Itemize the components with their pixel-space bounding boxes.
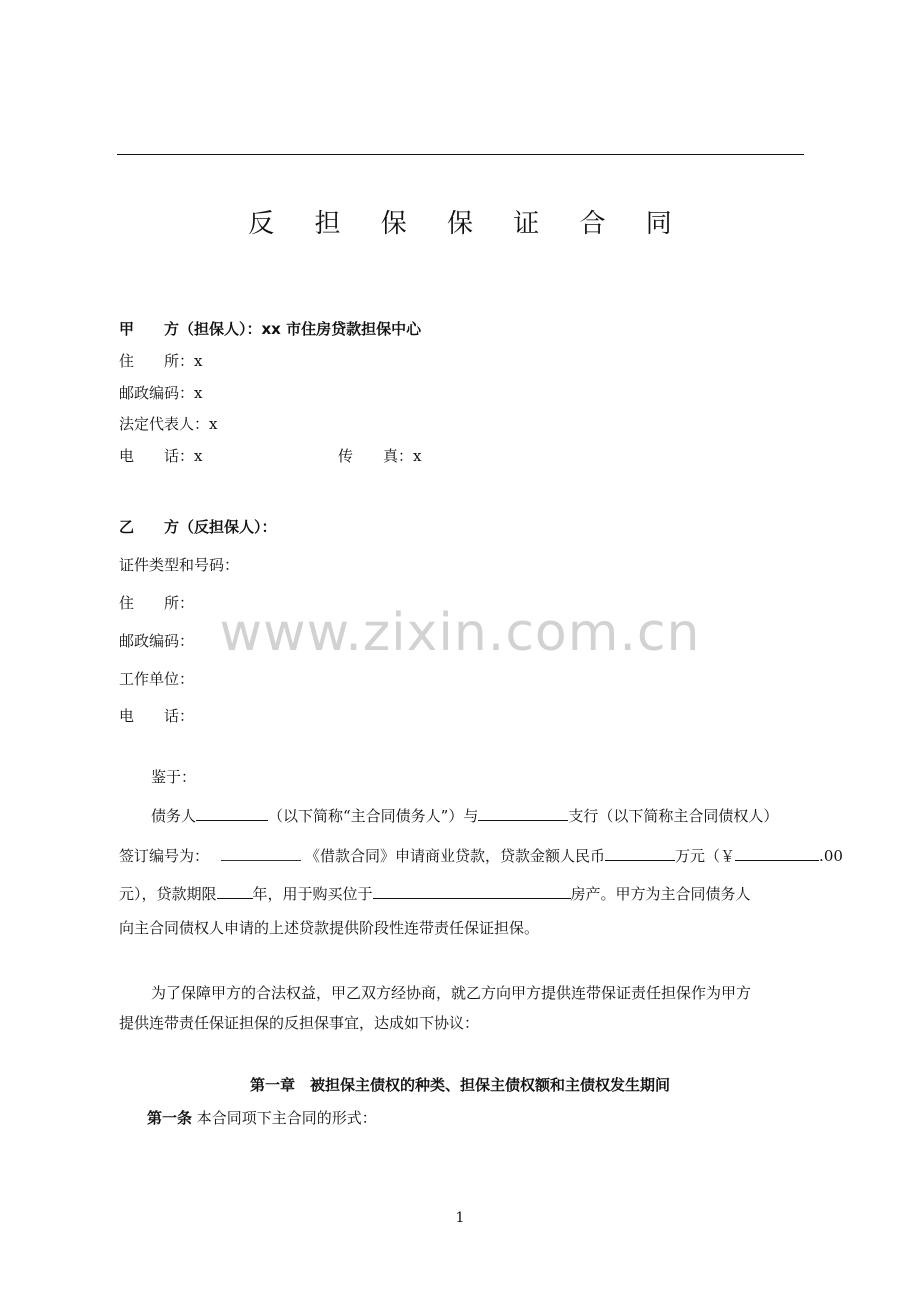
debtor-label: 债务人 [151, 807, 197, 825]
article-1 [147, 1108, 377, 1128]
amount-decimal: .00 [819, 847, 843, 865]
party-b-address: 住 所： [119, 594, 195, 612]
purchase-label: 年，用于购买位于 [252, 885, 373, 903]
article-1-text: 本合同项下主合同的形式： [196, 1109, 377, 1127]
para1-line3 [119, 884, 751, 904]
chapter-1-heading: 第一章 被担保主债权的种类、担保主债权额和主债权发生期间 [249, 1076, 670, 1094]
party-a-fax: 传 真：x [338, 447, 422, 465]
contract-no-blank[interactable] [221, 846, 301, 861]
para2-line2: 提供连带责任保证担保的反担保事宜，达成如下协议： [119, 1014, 480, 1032]
party-b-employer: 工作单位： [119, 670, 195, 688]
loan-amount-blank[interactable] [605, 846, 675, 861]
document-title: 反 担 保 保 证 合 同 [248, 209, 688, 239]
party-a-phone: 电 话：x [119, 447, 203, 465]
para1-line2 [119, 846, 843, 866]
party-a-heading: 甲 方（担保人）：xx 市住房贷款担保中心 [119, 320, 422, 338]
para1-line4: 向主合同债权人申请的上述贷款提供阶段性连带责任保证担保。 [119, 919, 540, 937]
party-b-phone: 电 话： [119, 707, 195, 725]
party-b-heading: 乙 方（反担保人）： [119, 518, 277, 536]
loan-term-label: 元），贷款期限 [119, 885, 217, 903]
contract-no-label: 签订编号为： [119, 847, 210, 865]
article-1-label: 第一条 [147, 1109, 193, 1127]
party-b-postcode: 邮政编码： [119, 632, 195, 650]
branch-label: 支行（以下简称主合同债权人） [568, 807, 779, 825]
para1-line1 [151, 806, 778, 826]
watermark: www.zixin.com.cn [219, 603, 701, 663]
wan-yuan-label: 万元（￥ [675, 847, 736, 865]
loan-contract-text: 《借款合同》申请商业贷款，贷款金额人民币 [305, 847, 606, 865]
whereas-label: 鉴于： [151, 768, 197, 786]
property-text: 房产。甲方为主合同债务人 [570, 885, 751, 903]
amount-figure-blank[interactable] [735, 846, 819, 861]
page-number: 1 [455, 1210, 465, 1226]
debtor-alias: （以下简称“主合同债务人”）与 [268, 807, 479, 825]
property-location-blank[interactable] [373, 884, 571, 899]
party-a-postcode: 邮政编码：x [119, 384, 203, 402]
debtor-blank[interactable] [196, 806, 268, 821]
para2-line1: 为了保障甲方的合法权益，甲乙双方经协商，就乙方向甲方提供连带保证责任担保作为甲方 [151, 984, 752, 1002]
loan-term-blank[interactable] [217, 884, 253, 899]
header-rule [117, 154, 804, 155]
party-a-legal-rep: 法定代表人：x [119, 415, 218, 433]
party-b-id: 证件类型和号码： [119, 556, 240, 574]
branch-blank[interactable] [478, 806, 568, 821]
party-a-address: 住 所：x [119, 352, 203, 370]
